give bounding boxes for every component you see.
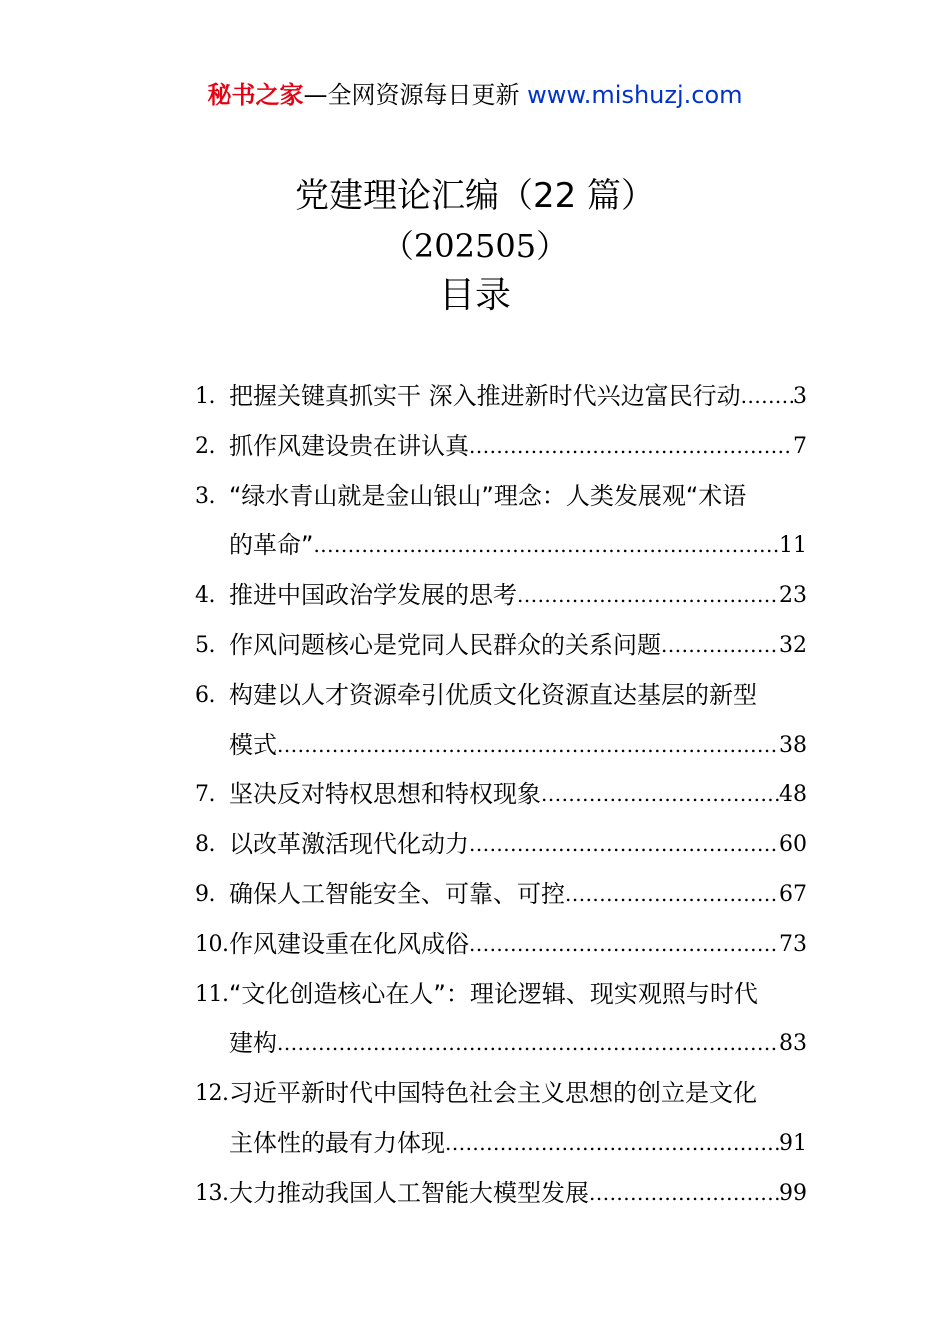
toc-entry[interactable] (195, 920, 807, 970)
toc-entry-number: 11. (195, 981, 229, 1007)
document-title: 党建理论汇编（22 篇） (294, 176, 656, 216)
toc-entry[interactable] (195, 472, 807, 572)
toc-page-number: 91 (779, 1130, 807, 1156)
toc-entry[interactable] (195, 970, 807, 1070)
toc-entry[interactable] (195, 571, 807, 621)
toc-entry-title: “文化创造核心在人”：理论逻辑、现实观照与时代 (229, 979, 758, 1008)
toc-page-number: 60 (779, 832, 807, 858)
toc-entry-title: 推进中国政治学发展的思考 (229, 581, 517, 610)
toc-entry-title: 抓作风建设贵在讲认真 (229, 431, 469, 460)
toc-page-number: 11 (779, 533, 807, 559)
toc-entry-title: 作风建设重在化风成俗 (229, 929, 469, 958)
toc-entry-number: 3. (195, 483, 215, 509)
toc-heading: 目录 (438, 275, 511, 316)
dot-leader (741, 372, 793, 422)
toc-entry[interactable] (195, 1169, 807, 1219)
toc-page-number: 38 (779, 732, 807, 758)
toc-entry[interactable] (195, 372, 807, 422)
toc-page-number: 3 (793, 384, 807, 409)
toc-entry-title: 大力推动我国人工智能大模型发展 (229, 1178, 589, 1207)
toc-entry[interactable] (195, 621, 807, 671)
header-tagline: —全网资源每日更新 (303, 81, 520, 109)
toc-page-number: 23 (779, 583, 807, 609)
toc-entry-number: 1. (195, 384, 215, 409)
document-date: （202505） (381, 227, 569, 265)
dot-leader (541, 770, 779, 820)
toc-entry-number: 9. (195, 881, 215, 907)
toc-entry-number: 7. (195, 782, 215, 808)
dot-leader (589, 1169, 779, 1219)
toc-page-number: 67 (779, 881, 807, 907)
toc-page-number: 48 (779, 782, 807, 808)
toc-page-number: 32 (779, 632, 807, 658)
toc-entry[interactable] (195, 1069, 807, 1169)
toc-entry[interactable] (195, 820, 807, 870)
dot-leader (313, 521, 779, 571)
toc-entry-number: 5. (195, 632, 215, 658)
toc-entry-number: 6. (195, 682, 215, 708)
dot-leader (469, 820, 779, 870)
dot-leader (661, 621, 779, 671)
toc-entry[interactable] (195, 671, 807, 771)
toc-entry-title: 主体性的最有力体现 (229, 1128, 445, 1157)
toc-page-number: 73 (779, 931, 807, 957)
toc-entry-title: 坚决反对特权思想和特权现象 (229, 780, 541, 809)
toc-entry-number: 8. (195, 832, 215, 858)
toc-entry-number: 12. (195, 1081, 229, 1107)
toc-page-number: 7 (793, 433, 807, 459)
toc-page-number: 99 (779, 1180, 807, 1206)
dot-leader (445, 1119, 779, 1169)
toc-entry[interactable] (195, 870, 807, 920)
dot-leader (277, 721, 779, 771)
toc-entry-title: 作风问题核心是党同人民群众的关系问题 (229, 630, 661, 659)
toc-page-number: 83 (779, 1031, 807, 1057)
dot-leader (565, 870, 779, 920)
toc-entry-number: 13. (195, 1180, 229, 1206)
toc-entry-title: 模式 (229, 730, 277, 759)
dot-leader (517, 571, 779, 621)
dot-leader (277, 1019, 779, 1069)
toc-entry[interactable] (195, 422, 807, 472)
toc-entry-title: 确保人工智能安全、可靠、可控 (229, 879, 565, 908)
toc-entry-number: 4. (195, 583, 215, 609)
toc-entry-title: 的革命” (229, 531, 314, 560)
toc-entry-title: 把握关键真抓实干 深入推进新时代兴边富民行动 (229, 382, 741, 410)
table-of-contents (195, 372, 807, 1219)
dot-leader (469, 422, 793, 472)
toc-entry-number: 10. (195, 931, 229, 957)
site-url-link[interactable]: www.mishuzj.com (527, 81, 743, 109)
toc-entry-title: 建构 (229, 1029, 277, 1058)
toc-entry[interactable] (195, 770, 807, 820)
site-header (0, 78, 950, 112)
toc-entry-number: 2. (195, 433, 215, 459)
dot-leader (469, 920, 779, 970)
toc-entry-title: 构建以人才资源牵引优质文化资源直达基层的新型 (229, 680, 757, 709)
toc-entry-title: 习近平新时代中国特色社会主义思想的创立是文化 (229, 1079, 757, 1108)
brand-name: 秘书之家 (207, 81, 304, 109)
toc-entry-title: “绿水青山就是金山银山”理念：人类发展观“术语 (229, 481, 747, 510)
toc-entry-title: 以改革激活现代化动力 (229, 830, 469, 859)
